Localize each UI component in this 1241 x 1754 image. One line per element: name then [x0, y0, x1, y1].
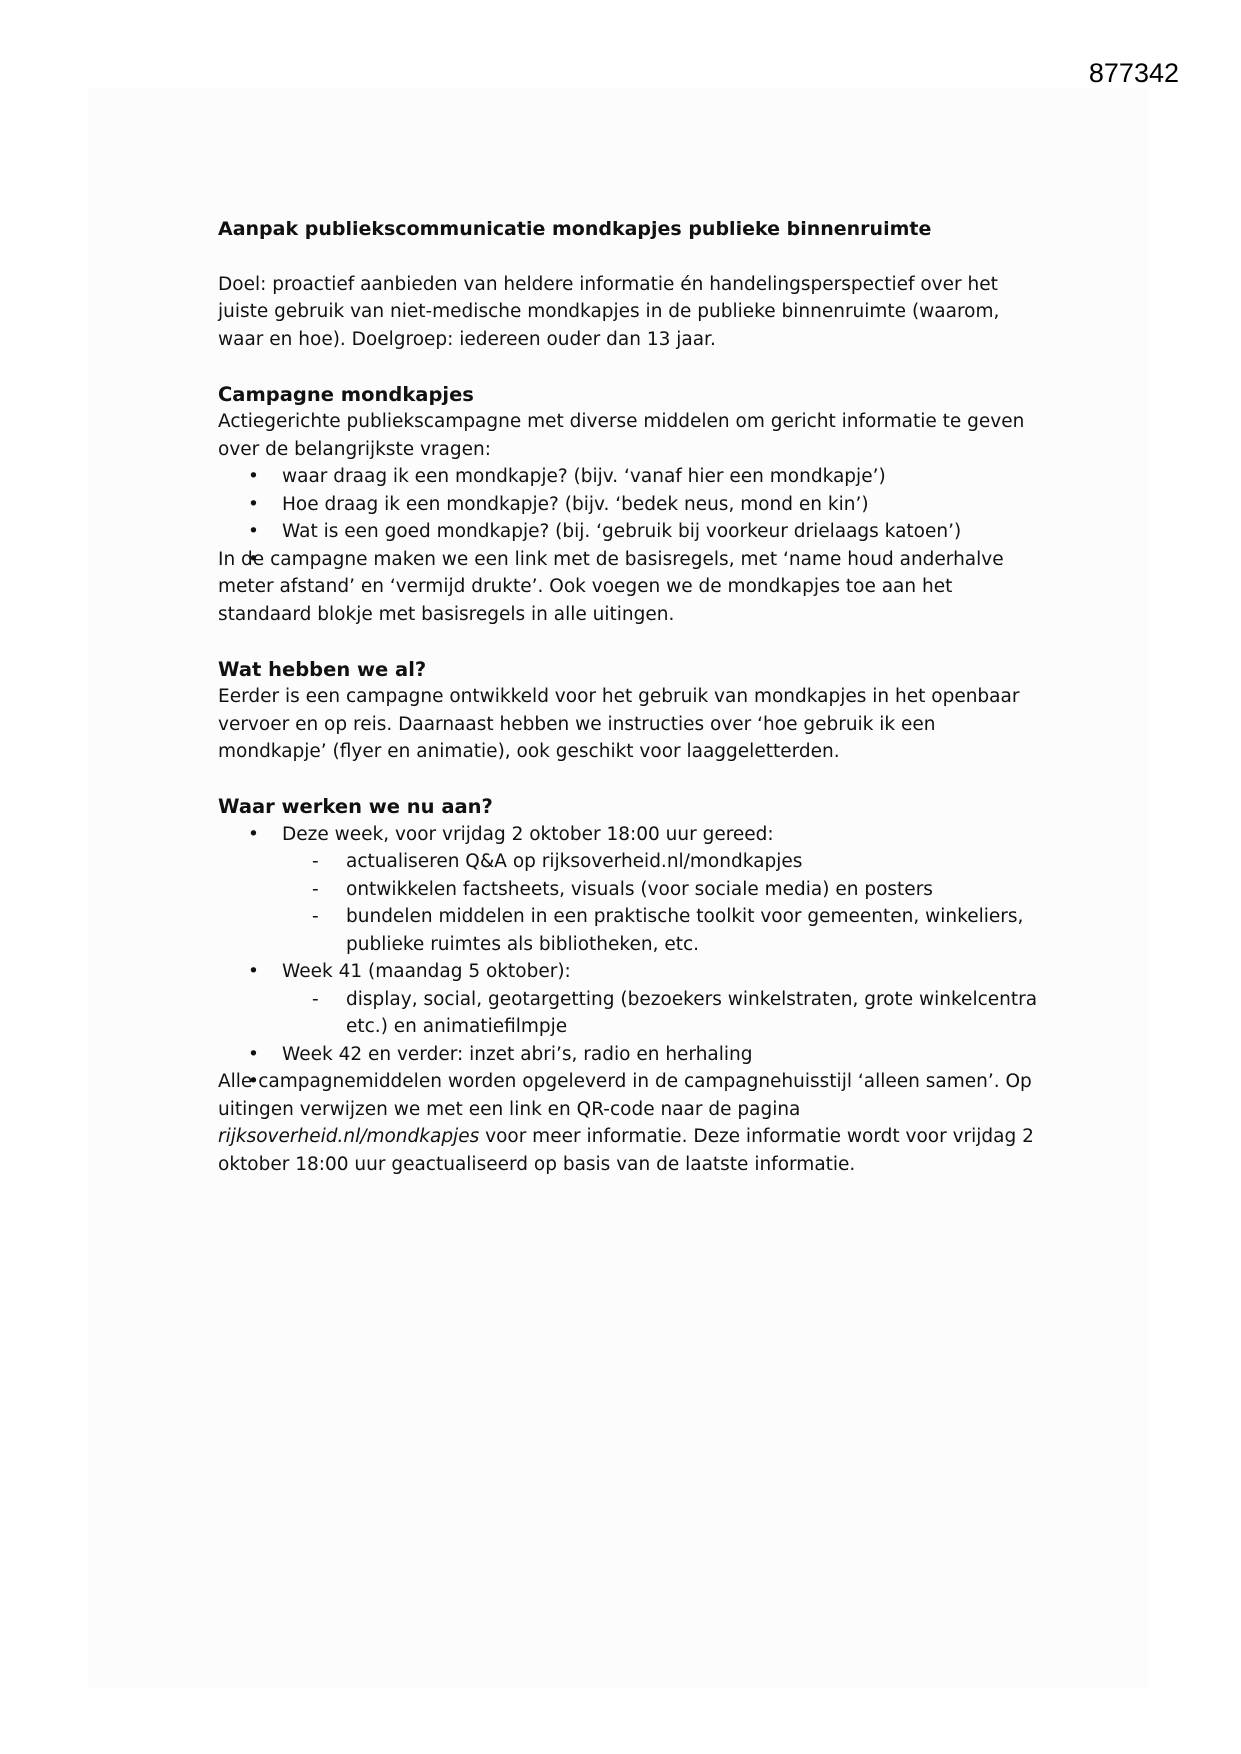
sub-list-item: - bundelen middelen in een praktische toolkit voor gemeenten, winkeliers, publieke ruimtes als bibliotheken, etc.: [282, 903, 1038, 958]
document-number: 877342: [1088, 58, 1179, 88]
list-item: • waar draag ik een mondkapje? (bijv. ‘vanaf hier een mondkapje’): [218, 463, 1038, 491]
list-item-label: Deze week, voor vrijdag 2 oktober 18:00 uur gereed:: [282, 823, 774, 845]
list-item: • Week 42 en verder: inzet abri’s, radio en herhaling: [218, 1041, 1038, 1069]
sub-list-item: - ontwikkelen factsheets, visuals (voor sociale media) en posters: [282, 876, 1038, 904]
list-item: • Wat is een goed mondkapje? (bij. ‘gebruik bij voorkeur drielaags katoen’): [218, 518, 1038, 546]
wat-hebben-paragraph: Eerder is een campagne ontwikkeld voor het gebruik van mondkapjes in het openbaar vervoer en op reis. Daarnaast hebben we instructies over ‘hoe gebruik ik een mondkapje’ (flyer en animatie), ook geschikt voor laaggeletterden.: [218, 686, 1020, 762]
spacer: [218, 353, 1038, 381]
list-item-label: Week 41 (maandag 5 oktober):: [282, 961, 571, 982]
campagne-closing-paragraph: In de campagne maken we een link met de basisregels, met ‘name houd anderhalve meter afstand’ en ‘vermijd drukte’. Ook voegen we de mondkapjes toe aan het standaard blokje met basisregels in alle uitingen.: [218, 548, 1004, 625]
sub-list-item: - display, social, geotargetting (bezoekers winkelstraten, grote winkelcentra etc.) en animatiefilmpje: [282, 986, 1038, 1041]
closing-text-before: Alle campagnemiddelen worden opgeleverd in de campagnehuisstijl ‘alleen samen’. Op uitingen verwijzen we met een link en QR-code naar de pagina: [218, 1071, 1032, 1120]
intro-paragraph: Doel: proactief aanbieden van heldere informatie én handelingsperspectief over het juiste gebruik van niet-medische mondkapjes in de publieke binnenruimte (waarom, waar en hoe). Doelgroep: iedereen ouder dan 13 jaar.: [218, 273, 1000, 350]
section-heading-campagne: Campagne mondkapjes: [218, 382, 474, 406]
closing-text-after: voor meer informatie. Deze informatie wordt voor vrijdag 2 oktober 18:00 uur geactualiseerd op basis van de laatste informatie.: [218, 1126, 1034, 1175]
sub-list: [282, 848, 1038, 958]
sub-list-item: - actualiseren Q&A op rijksoverheid.nl/mondkapjes: [282, 848, 1038, 876]
list-item: [218, 958, 1038, 1041]
waar-werken-list: [218, 821, 1038, 1069]
waar-werken-closing-paragraph: [218, 1068, 1038, 1178]
campagne-lead-paragraph: Actiegerichte publiekscampagne met diverse middelen om gericht informatie te geven over de belangrijkste vragen:: [218, 411, 1025, 460]
spacer: [218, 628, 1038, 656]
list-item: [218, 821, 1038, 959]
campagne-questions-list: [218, 463, 1038, 546]
spacer: [218, 766, 1038, 794]
sub-list: [282, 986, 1038, 1041]
section-heading-wat-hebben: Wat hebben we al?: [218, 657, 427, 681]
section-heading-waar-werken: Waar werken we nu aan?: [218, 795, 493, 818]
document-body: [218, 216, 1038, 1178]
list-item: • Hoe draag ik een mondkapje? (bijv. ‘bedek neus, mond en kin’): [218, 491, 1038, 519]
document-title: Aanpak publiekscommunicatie mondkapjes publieke binnenruimte: [218, 218, 932, 240]
rijksoverheid-link-text: rijksoverheid.nl/mondkapjes: [218, 1126, 480, 1147]
